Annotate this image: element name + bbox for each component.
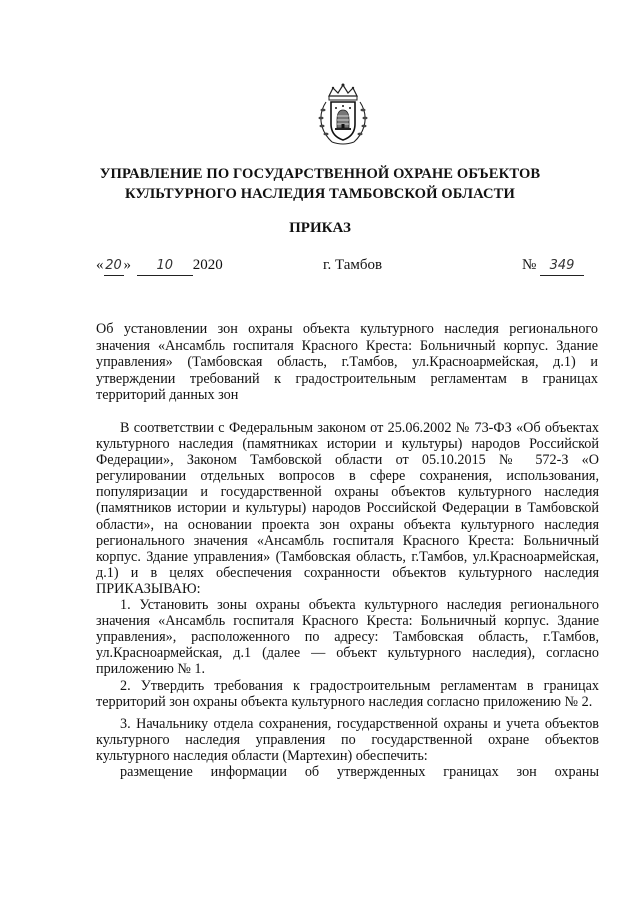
item-1-paragraph: 1. Установить зоны охраны объекта культурного наследия регионального значения «Ансамбль госпиталя Красного Креста: Больничный корпус. Здание управления», расположенного по адресу: Тамбовская область, г.Тамбов, ул.Красноармейская, д.1 (далее — объект культурного наследия), согласно приложению № 1. [96, 597, 599, 678]
number-label: № [522, 257, 537, 273]
organization-line-2: КУЛЬТУРНОГО НАСЛЕДИЯ ТАМБОВСКОЙ ОБЛАСТИ [125, 186, 515, 202]
date-day: 20 [104, 257, 124, 276]
order-subject: Об установлении зон охраны объекта культурного наследия регионального значения «Ансамбль госпиталя Красного Креста: Больничный корпус. Здание управления» (Тамбовская область, г.Тамбов, ул.Красноармейская, д.1) и утверждении требований к градостроительным регламентам в границах территорий данных зон [96, 321, 598, 404]
document-city: г. Тамбов [323, 257, 383, 273]
item-3-sub-paragraph: размещение информации об утвержденных границах зон охраны [120, 763, 599, 780]
organization-name [0, 164, 640, 204]
date-month: 10 [137, 257, 193, 276]
document-number [522, 256, 584, 276]
number-value: 349 [540, 257, 584, 276]
date-year: 2020 [192, 257, 223, 273]
item-3-paragraph: 3. Начальнику отдела сохранения, государственной охраны и учета объектов культурного наследия управления по государственной охране объектов культурного наследия области (Мартехин) обеспечить: [96, 715, 599, 764]
coat-of-arms-icon [316, 82, 370, 148]
preamble-paragraph: В соответствии с Федеральным законом от 25.06.2002 № 73-ФЗ «Об объектах культурного наследия (памятниках истории и культуры) народов Российской Федерации», Законом Тамбовской области от 05.10.2015 № 572-З «О регулировании отдельных вопросов в сфере сохранения, использования, популяризации и государственной охраны объектов культурного наследия (памятников истории и культуры) народов Российской Федерации в Тамбовской области», на основании проекта зон охраны объекта культурного наследия регионального значения «Ансамбль госпиталя Красного Креста: Больничный корпус. Здание управления» (Тамбовская область, г.Тамбов, ул.Красноармейская, д.1) и в целях обеспечения сохранности объектов культурного наследия ПРИКАЗЫВАЮ: [96, 420, 599, 597]
item-2-paragraph: 2. Утвердить требования к градостроительным регламентам в границах территорий зон охраны объекта культурного наследия согласно приложению № 2. [96, 677, 599, 710]
document-type-title: ПРИКАЗ [289, 220, 351, 236]
order-body [96, 420, 599, 780]
document-date: « 20 » 10 2020 [96, 256, 223, 276]
organization-line-1: УПРАВЛЕНИЕ ПО ГОСУДАРСТВЕННОЙ ОХРАНЕ ОБЪЕКТОВ [99, 166, 541, 182]
